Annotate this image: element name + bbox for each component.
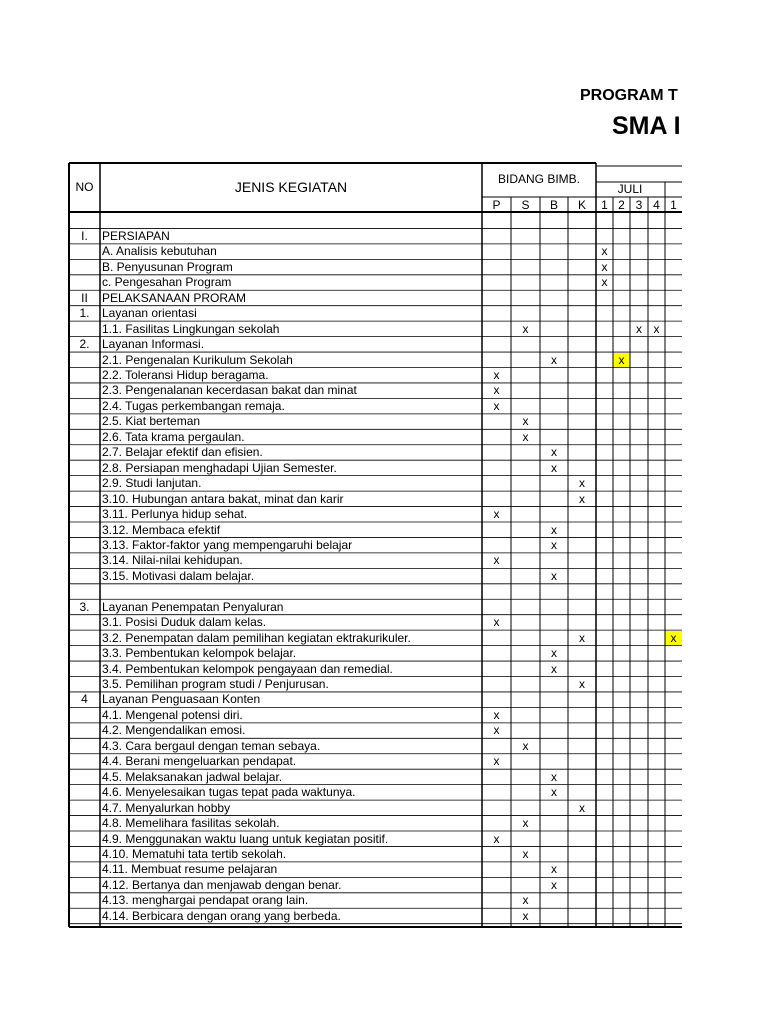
bidang-mark-s: x (522, 429, 529, 444)
row-activity: Layanan Penempatan Penyaluran (102, 599, 284, 614)
row-activity: 4.1. Mengenal potensi diri. (102, 707, 243, 722)
bidang-mark-s: x (522, 738, 529, 753)
title-school: SMA I (612, 112, 681, 140)
week-mark-1: x (601, 275, 608, 290)
bidang-mark-k: x (579, 800, 585, 815)
bidang-mark-b: x (551, 785, 557, 800)
header-bidang-p: P (492, 198, 501, 212)
title-program: PROGRAM T (580, 87, 678, 104)
bidang-mark-p: x (493, 507, 500, 522)
bidang-mark-s: x (522, 816, 529, 831)
row-activity: 4.12. Bertanya dan menjawab dengan benar. (102, 877, 342, 892)
row-number: 2. (79, 337, 90, 352)
bidang-mark-p: x (493, 615, 500, 630)
row-activity: 4.7. Menyalurkan hobby (102, 800, 231, 815)
bidang-mark-s: x (522, 414, 529, 429)
row-activity: 3.12. Membaca efektif (102, 522, 221, 537)
bidang-mark-b: x (551, 445, 557, 460)
header-week-1: 1 (601, 198, 608, 212)
row-activity: 4.14. Berbicara dengan orang yang berbeda. (102, 908, 341, 923)
week-mark-1: x (601, 259, 608, 274)
bidang-mark-b: x (551, 460, 557, 475)
week-mark-4: x (653, 321, 660, 336)
row-activity: c. Pengesahan Program (102, 275, 232, 290)
bidang-mark-b: x (551, 877, 557, 892)
header-month-juli: JULI (617, 182, 643, 196)
row-activity: 4.11. Membuat resume pelajaran (102, 862, 278, 877)
row-activity: 3.15. Motivasi dalam belajar. (102, 568, 255, 583)
header-bidang-k: K (577, 198, 586, 212)
row-activity: 3.10. Hubungan antara bakat, minat dan karir (102, 491, 344, 506)
week-mark-1: x (601, 244, 608, 259)
row-activity: 2.7. Belajar efektif dan efisien. (102, 445, 263, 460)
row-activity: 3.2. Penempatan dalam pemilihan kegiatan ektrakurikuler. (102, 630, 411, 645)
row-activity: 3.3. Pembentukan kelompok belajar. (102, 646, 297, 661)
bidang-mark-k: x (579, 677, 585, 691)
bidang-mark-k: x (579, 491, 585, 506)
row-activity: 3.14. Nilai-nilai kehidupan. (102, 553, 243, 568)
row-activity: 4.10. Mematuhi tata tertib sekolah. (102, 846, 287, 861)
row-activity: 3.4. Pembentukan kelompok pengayaan dan remedial. (102, 661, 393, 676)
row-activity: 2.2. Toleransi Hidup beragama. (102, 368, 269, 382)
row-activity: 3.13. Faktor-faktor yang mempengaruhi belajar (102, 537, 353, 552)
row-activity: B. Penyusunan Program (102, 259, 233, 274)
bidang-mark-p: x (493, 398, 500, 413)
bidang-mark-p: x (493, 831, 500, 846)
bidang-mark-b: x (551, 661, 557, 676)
row-number: I. (81, 228, 88, 243)
bidang-mark-b: x (551, 522, 557, 537)
bidang-mark-b: x (551, 769, 557, 784)
row-activity: Layanan orientasi (102, 306, 197, 321)
bidang-mark-k: x (579, 476, 585, 491)
bidang-mark-p: x (493, 553, 500, 568)
row-activity: 2.8. Persiapan menghadapi Ujian Semester. (102, 460, 337, 475)
header-week-4: 4 (653, 198, 660, 212)
bidang-mark-b: x (551, 568, 557, 583)
header-bidang-b: B (549, 198, 558, 212)
header-no: NO (75, 180, 94, 194)
row-activity: PELAKSANAAN PRORAM (102, 290, 247, 305)
row-activity: 3.5. Pemilihan program studi / Penjurusan. (102, 677, 329, 691)
row-activity: 2.5. Kiat berteman (102, 414, 201, 429)
row-activity: 2.1. Pengenalan Kurikulum Sekolah (102, 352, 293, 367)
row-activity: 4.5. Melaksanakan jadwal belajar. (102, 769, 283, 784)
bidang-mark-p: x (493, 707, 500, 722)
bidang-mark-b: x (551, 862, 557, 877)
week-mark-3: x (636, 321, 642, 336)
header-week-5: 1 (670, 198, 677, 212)
row-number: II (81, 290, 88, 305)
week-mark-2: x (618, 352, 625, 367)
row-number: 1. (79, 306, 90, 321)
row-number: 3. (79, 599, 90, 614)
row-activity: Layanan Penguasaan Konten (102, 692, 261, 707)
row-activity: 4.9. Menggunakan waktu luang untuk kegiatan positif. (102, 831, 389, 846)
week-mark-5: x (670, 630, 677, 645)
row-activity: A. Analisis kebutuhan (102, 244, 217, 259)
row-activity: 2.4. Tugas perkembangan remaja. (102, 398, 285, 413)
row-activity: 4.6. Menyelesaikan tugas tepat pada waktunya. (102, 785, 356, 800)
bidang-mark-p: x (493, 368, 500, 382)
bidang-mark-p: x (493, 754, 500, 769)
bidang-mark-s: x (522, 846, 529, 861)
row-activity: PERSIAPAN (102, 228, 170, 243)
header-bidang-s: S (521, 198, 530, 212)
row-activity: 4.13. menghargai pendapat orang lain. (102, 893, 309, 908)
header-week-2: 2 (618, 198, 625, 212)
bidang-mark-b: x (551, 537, 557, 552)
row-activity: 2.9. Studi lanjutan. (102, 476, 202, 491)
row-activity: 4.2. Mengendalikan emosi. (102, 723, 246, 738)
bidang-mark-s: x (522, 908, 529, 923)
header-bidang-bimb: BIDANG BIMB. (497, 172, 580, 186)
header-jenis-kegiatan: JENIS KEGIATAN (234, 179, 348, 195)
bidang-mark-b: x (551, 352, 557, 367)
row-activity: Layanan Informasi. (102, 337, 205, 352)
bidang-mark-s: x (522, 321, 529, 336)
bidang-mark-s: x (522, 893, 529, 908)
bidang-mark-p: x (493, 383, 500, 398)
row-activity: 4.4. Berani mengeluarkan pendapat. (102, 754, 297, 769)
row-activity: 2.6. Tata krama pergaulan. (102, 429, 245, 444)
row-activity: 3.11. Perlunya hidup sehat. (102, 507, 248, 522)
row-activity: 3.1. Posisi Duduk dalam kelas. (102, 615, 267, 630)
row-number: 4 (81, 692, 88, 707)
row-activity: 4.3. Cara bergaul dengan teman sebaya. (102, 738, 321, 753)
bidang-mark-b: x (551, 646, 557, 661)
row-activity: 4.8. Memelihara fasilitas sekolah. (102, 816, 280, 831)
bidang-mark-p: x (493, 723, 500, 738)
row-activity: 1.1. Fasilitas Lingkungan sekolah (102, 321, 280, 336)
bidang-mark-k: x (579, 630, 585, 645)
header-week-3: 3 (635, 198, 643, 212)
row-activity: 2.3. Pengenalanan kecerdasan bakat dan minat (102, 383, 357, 398)
